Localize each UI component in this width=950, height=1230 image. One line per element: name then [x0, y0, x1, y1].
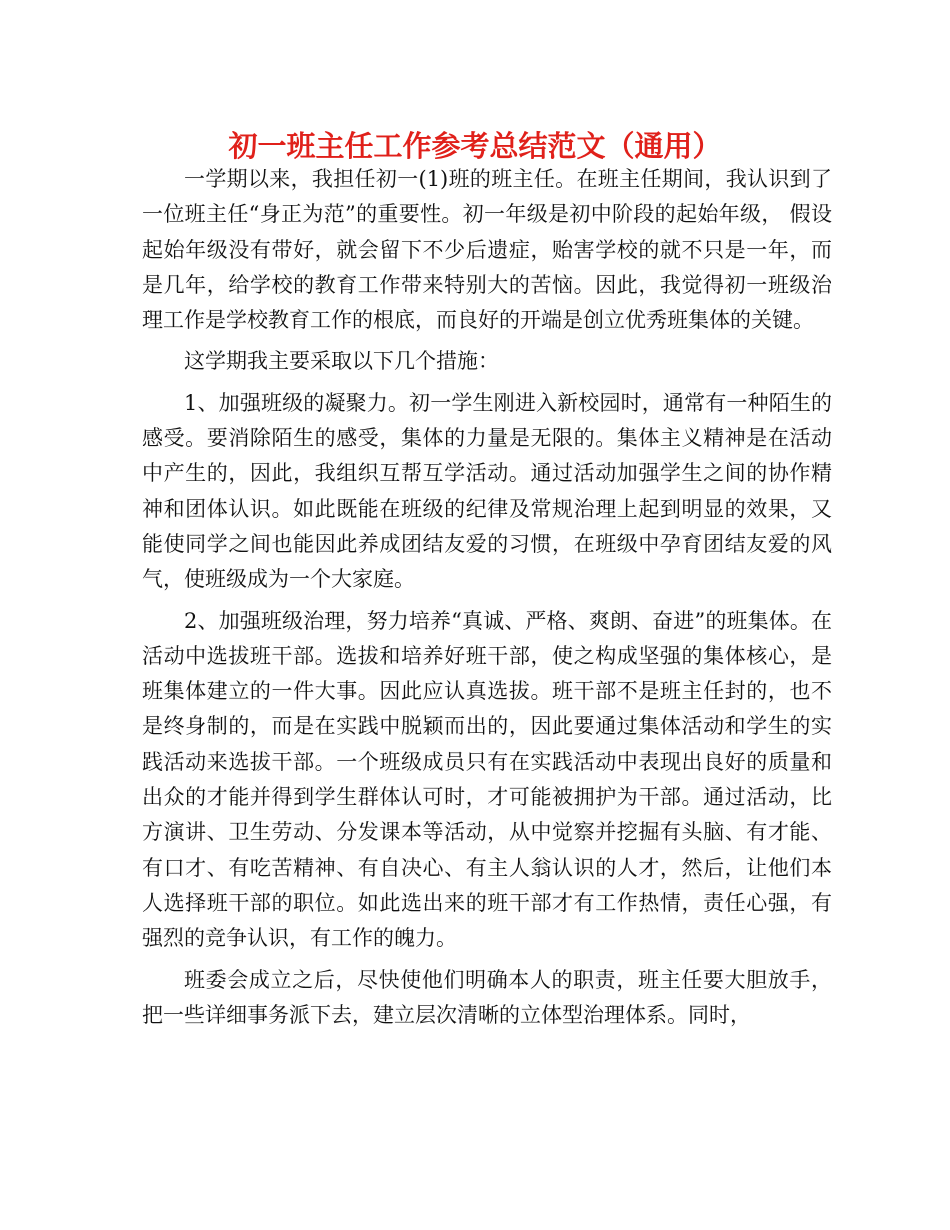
paragraph-measures-lead: 这学期我主要采取以下几个措施：: [184, 349, 499, 374]
document-body: [142, 162, 832, 1039]
paragraph-committee: 班委会成立之后，尽快使他们明确本人的职责，班主任要大胆放手，把一些详细事务派下去，建立层次清晰的立体型治理体系。同时，: [142, 967, 832, 1027]
paragraph-intro: 一学期以来，我担任初一(1)班的班主任。在班主任期间，我认识到了一位班主任“身正为范”的重要性。初一年级是初中阶段的起始年级， 假设起始年级没有带好，就会留下不少后遗症，贻害学校的就不只是一年，而是几年，给学校的教育工作带来特别大的苦恼。因此，我觉得初一班级治理工作是学校教育工作的根底，而良好的开端是创立优秀班集体的关键。: [142, 167, 832, 333]
paragraph-measure-2: 2、加强班级治理，努力培养“真诚、严格、爽朗、奋进”的班集体。在活动中选拔班干部。选拔和培养好班干部，使之构成坚强的集体核心，是班集体建立的一件大事。因此应认真选拔。班干部不是班主任封的，也不是终身制的，而是在实践中脱颖而出的，因此要通过集体活动和学生的实践活动来选拔干部。一个班级成员只有在实践活动中表现出良好的质量和出众的才能并得到学生群体认可时，才可能被拥护为干部。通过活动，比方演讲、卫生劳动、分发课本等活动，从中觉察并挖掘有头脑、有才能、有口才、有吃苦精神、有自决心、有主人翁认识的人才，然后，让他们本人选择班干部的职位。如此选出来的班干部才有工作热情，责任心强，有强烈的竞争认识，有工作的魄力。: [142, 608, 832, 951]
paragraph-measure-1: 1、加强班级的凝聚力。初一学生刚进入新校园时，通常有一种陌生的感受。要消除陌生的感受，集体的力量是无限的。集体主义精神是在活动中产生的，因此，我组织互帮互学活动。通过活动加强学生之间的协作精神和团体认识。如此既能在班级的纪律及常规治理上起到明显的效果，又能使同学之间也能因此养成团结友爱的习惯，在班级中孕育团结友爱的风气，使班级成为一个大家庭。: [142, 390, 832, 592]
document-title: 初一班主任工作参考总结范文（通用）: [228, 129, 722, 163]
